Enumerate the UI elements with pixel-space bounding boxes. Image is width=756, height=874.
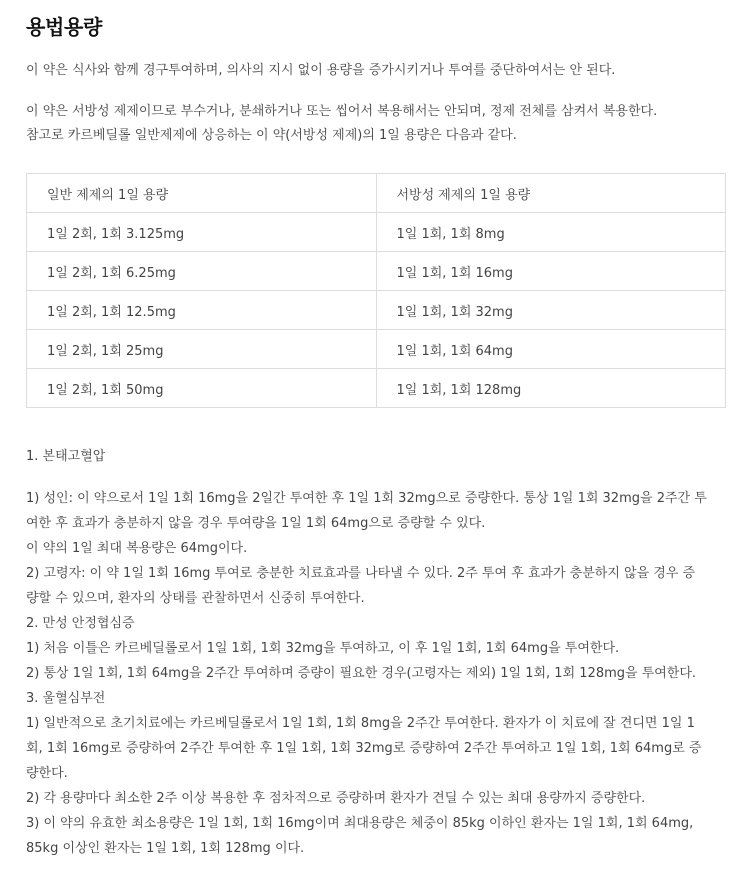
text-line: 회, 1회 16mg로 증량하여 2주간 투여한 후 1일 1회, 1회 32mg로 증량하여 2주간 투여하고 1일 1회, 1회 64mg로 증 bbox=[26, 741, 702, 756]
table-cell: 1일 1회, 1회 8mg bbox=[376, 213, 726, 252]
table-cell: 1일 2회, 1회 3.125mg bbox=[27, 213, 377, 252]
table-cell: 1일 2회, 1회 50mg bbox=[27, 369, 377, 408]
section-heading: 1. 본태고혈압 bbox=[26, 449, 106, 464]
table-header-cell: 일반 제제의 1일 용량 bbox=[27, 174, 377, 213]
table-header-row bbox=[27, 174, 726, 213]
table-cell: 1일 1회, 1회 16mg bbox=[376, 252, 726, 291]
text-line: 이 약의 1일 최대 복용량은 64mg이다. bbox=[26, 541, 248, 556]
table-cell: 1일 1회, 1회 64mg bbox=[376, 330, 726, 369]
dosage-table bbox=[26, 173, 726, 408]
text-line: 량할 수 있으며, 환자의 상태를 관찰하면서 신중히 투여한다. bbox=[26, 591, 365, 606]
section-heading: 3. 울혈심부전 bbox=[26, 691, 106, 706]
table-row bbox=[27, 330, 726, 369]
intro-paragraph-2 bbox=[26, 100, 657, 148]
text-line: 1) 처음 이틀은 카르베딜롤로서 1일 1회, 1회 32mg을 투여하고, 이 후 1일 1회, 1회 64mg을 투여한다. bbox=[26, 641, 620, 656]
intro-line: 참고로 카르베딜롤 일반제제에 상응하는 이 약(서방성 제제)의 1일 용량은 다음과 같다. bbox=[26, 128, 517, 143]
table-cell: 1일 1회, 1회 128mg bbox=[376, 369, 726, 408]
text-line: 85kg 이상인 환자는 1일 1회, 1회 128mg 이다. bbox=[26, 841, 305, 856]
text-line: 1) 일반적으로 초기치료에는 카르베딜롤로서 1일 1회, 1회 8mg을 2주간 투여한다. 환자가 이 치료에 잘 견디면 1일 1 bbox=[26, 716, 695, 731]
table-cell: 1일 2회, 1회 12.5mg bbox=[27, 291, 377, 330]
table-row bbox=[27, 213, 726, 252]
table-cell: 1일 1회, 1회 32mg bbox=[376, 291, 726, 330]
text-line: 2) 통상 1일 1회, 1회 64mg을 2주간 투여하며 증량이 필요한 경우(고령자는 제외) 1일 1회, 1회 128mg을 투여한다. bbox=[26, 666, 697, 681]
text-line: 여한 후 효과가 충분하지 않을 경우 투여량을 1일 1회 64mg으로 증량할 수 있다. bbox=[26, 516, 486, 531]
section-heading: 2. 만성 안정협심증 bbox=[26, 616, 135, 631]
text-line: 2) 고령자: 이 약 1일 1회 16mg 투여로 충분한 치료효과를 나타낼 수 있다. 2주 투여 후 효과가 충분하지 않을 경우 증 bbox=[26, 566, 696, 581]
text-line: 2) 각 용량마다 최소한 2주 이상 복용한 후 점차적으로 증량하며 환자가 견딜 수 있는 최대 용량까지 증량한다. bbox=[26, 791, 646, 806]
table-row bbox=[27, 369, 726, 408]
table-row bbox=[27, 252, 726, 291]
dosage-details bbox=[26, 444, 730, 861]
text-line: 3) 이 약의 유효한 최소용량은 1일 1회, 1회 16mg이며 최대용량은 체중이 85kg 이하인 환자는 1일 1회, 1회 64mg, bbox=[26, 816, 694, 831]
text-line: 1) 성인: 이 약으로서 1일 1회 16mg을 2일간 투여한 후 1일 1회 32mg으로 증량한다. 통상 1일 1회 32mg을 2주간 투 bbox=[26, 491, 707, 506]
intro-line: 이 약은 서방성 제제이므로 부수거나, 분쇄하거나 또는 씹어서 복용해서는 안되며, 정제 전체를 삼켜서 복용한다. bbox=[26, 104, 658, 119]
page-title: 용법용량 bbox=[26, 15, 103, 39]
text-line: 량한다. bbox=[26, 766, 68, 781]
intro-paragraph-1: 이 약은 식사와 함께 경구투여하며, 의사의 지시 없이 용량을 증가시키거나 투여를 중단하여서는 안 된다. bbox=[26, 63, 616, 78]
table-header-cell: 서방성 제제의 1일 용량 bbox=[376, 174, 726, 213]
table-row bbox=[27, 291, 726, 330]
table-cell: 1일 2회, 1회 6.25mg bbox=[27, 252, 377, 291]
table-cell: 1일 2회, 1회 25mg bbox=[27, 330, 377, 369]
